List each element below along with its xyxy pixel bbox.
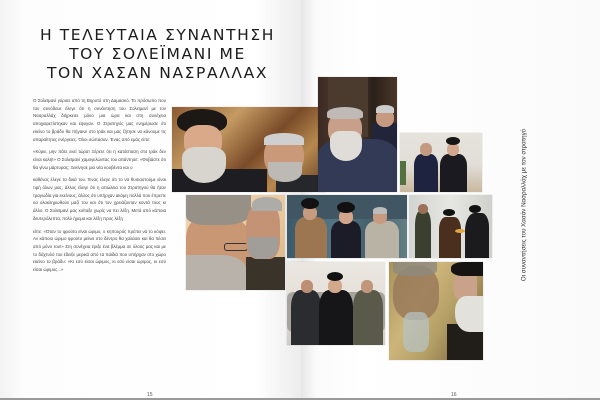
vertical-caption: Οι συναντήσεις του Χασάν Νασραλλάχ με τον στρατηγό bbox=[520, 128, 528, 282]
photo-greeting-room bbox=[409, 195, 492, 258]
photo-forehead-kiss bbox=[186, 195, 285, 290]
page-number-left: 15 bbox=[147, 392, 153, 398]
page-number-right: 16 bbox=[451, 392, 457, 398]
photo-seated-three bbox=[287, 262, 385, 345]
photo-nasrallah-soleimani bbox=[172, 107, 325, 192]
photo-portrait-closeup bbox=[389, 262, 483, 360]
paragraph-3: καθένας έλεγε τα δικά του. Ένας έλεγε ότι το να θυσιαστούμε είναι τιμή όλων μας, άλλος έλεγε ότι η απώλεια του Στρατηγού θα ήταν τραγωδία για εκείνους, άλλος ότι υπήρχαν ακόμη πολλά που έπρεπε να ολοκληρωθούν μαζί του και ότι τον χρειάζονταν κοντά τους κι άλλο. Ο Σολεϊμανί μας κοίταξε χωρίς να πει λέξη. Μετά από κάποια δευτερόλεπτα, πολύ ήρεμα και λέξη προς λέξη bbox=[33, 177, 166, 221]
photo-three-leaders bbox=[287, 195, 407, 258]
title-line-1: Η ΤΕΛΕΥΤΑΙΑ ΣΥΝΑΝΤΗΣΗ bbox=[39, 26, 276, 44]
photo-two-standing bbox=[400, 133, 482, 192]
paragraph-1: Ο Σολεϊμανί γύρισε από τη Βηρυτό στη Δαμασκό. Το πρόσωπο που τον συνόδευε έλεγε ότι η συνάντηση του Σολεϊμανί με τον Νασραλλάχ διήρκεσε μόνο μια ώρα και στη συνέχεια αποχαιρετίστηκαν και έφυγαν. Ο Στρατηγός μας ενημέρωσε ότι εκείνο το βράδυ θα πήγαινε στο Ιράκ και μας ζήτησε να κάνουμε τις απαραίτητες ενέργειες. Όλοι σώπασαν. Ένας από εμάς είπε: bbox=[33, 98, 166, 142]
paragraph-4: είπε: «Όταν το φρούτο είναι ώριμο, ο κηπουρός πρέπει να το κόψει. Αν κάποιο ώριμο φρούτο μείνει στο δέντρο θα χαλάσει και θα πέσει από μόνο του!» Στη συνέχεια έριξε ένα βλέμμα σε όλους μας και με το δάχτυλό του έδειξε μερικά από τα παιδιά που υπήρχαν στο χώρο εκείνο το βράδυ: «Κι εσύ είσαι ώριμος, κι εσύ είσαι ώριμος, κι εσύ είσαι ώριμος...» bbox=[33, 228, 166, 273]
title-line-3: ΤΟΝ ΧΑΣΑΝ ΝΑΣΡΑΛΛΑΧ bbox=[46, 64, 269, 82]
photo-bearded-man-door bbox=[318, 77, 397, 192]
title-line-2: ΤΟΥ ΣΟΛΕΪΜΑΝΙ ΜΕ bbox=[69, 45, 246, 63]
article-body bbox=[33, 97, 166, 279]
article-title bbox=[30, 26, 285, 83]
paragraph-2: «Κύριε, μην πάτε εκεί τώρα! Ξέρετε ότι η κατάσταση στο Ιράκ δεν είναι καλή!» Ο Σολεϊμανί χαμογελώντας του απάντησε: «Φοβάστε ότι θα γίνω μάρτυρας; Ξεκίνησε μια νέα κουβέντα και ο bbox=[33, 149, 166, 170]
